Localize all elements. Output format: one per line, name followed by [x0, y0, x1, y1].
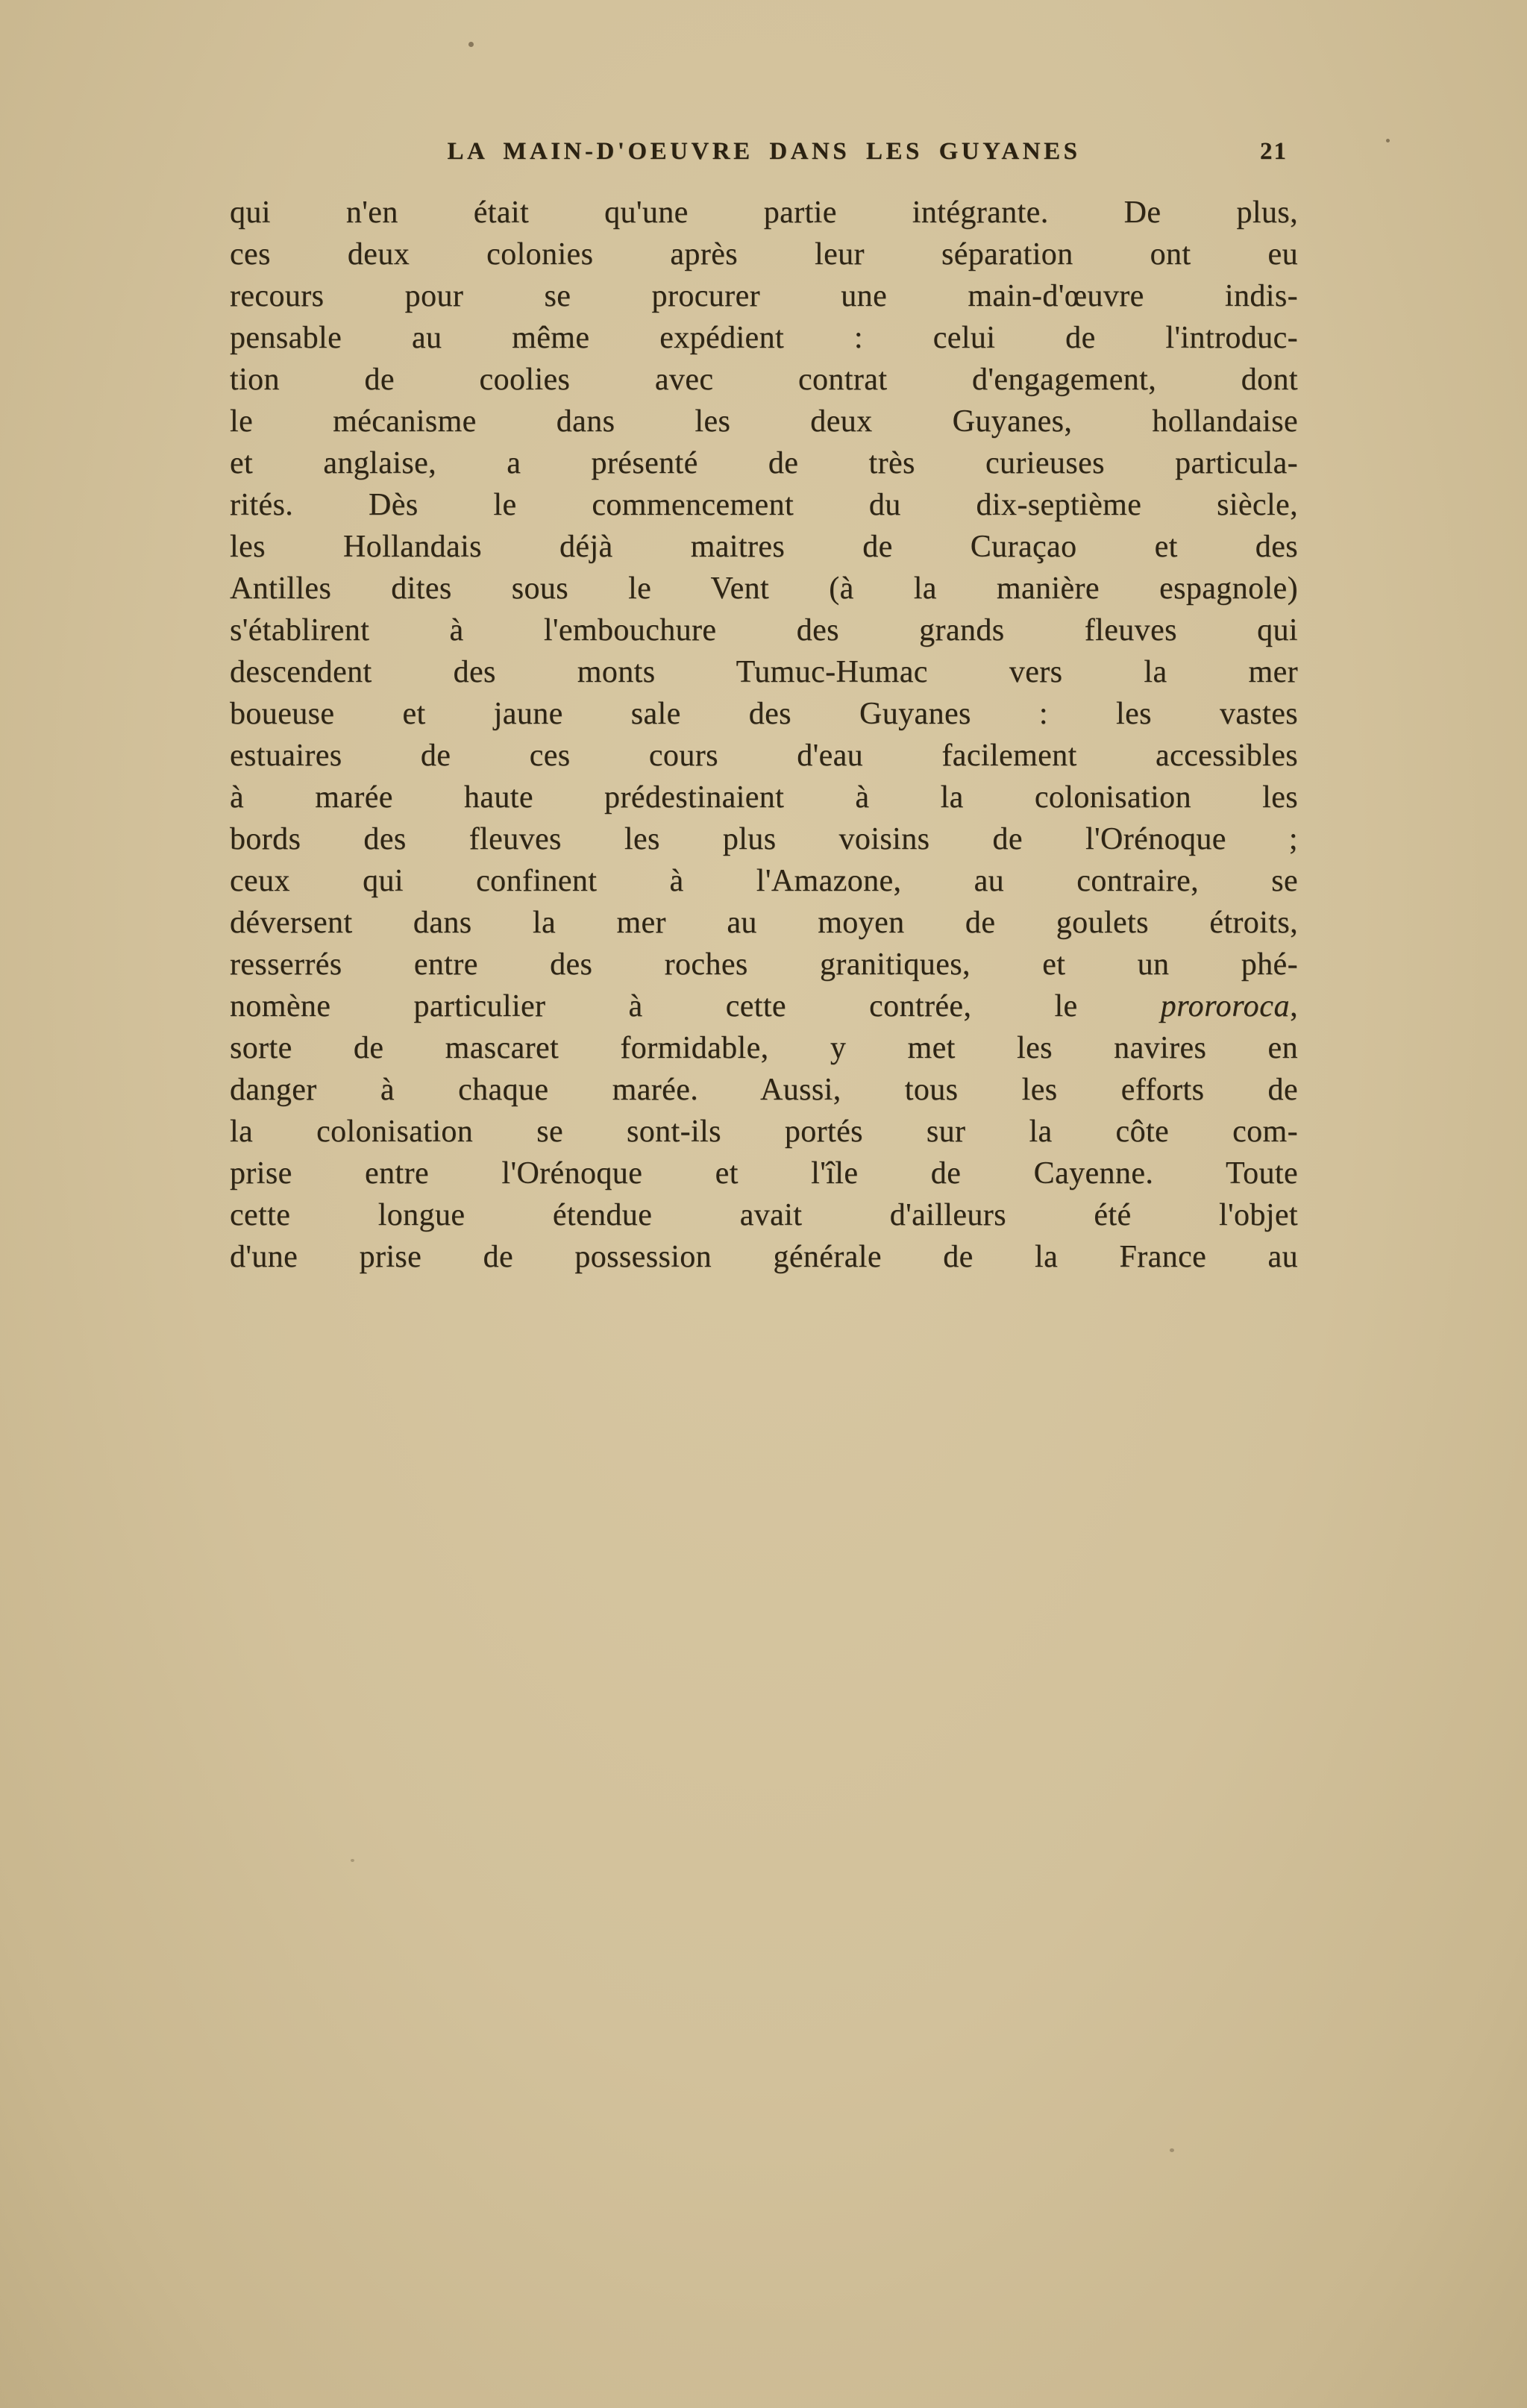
- text-line: déversent dans la mer au moyen de goulets étroits,: [230, 906, 1298, 940]
- text-line: d'une prise de possession générale de la France au: [230, 1240, 1298, 1274]
- text-line: descendent des monts Tumuc-Humac vers la mer: [230, 655, 1298, 689]
- text-line: à marée haute prédestinaient à la colonisation les: [230, 780, 1298, 815]
- text-line: le mécanisme dans les deux Guyanes, hollandaise: [230, 404, 1298, 439]
- scan-speck: [468, 42, 474, 47]
- text-line: nomène particulier à cette contrée, le prororoca,: [230, 989, 1298, 1023]
- text-line: bords des fleuves les plus voisins de l'Orénoque ;: [230, 822, 1298, 856]
- text-line: cette longue étendue avait d'ailleurs été l'objet: [230, 1198, 1298, 1232]
- text-line: prise entre l'Orénoque et l'île de Cayenne. Toute: [230, 1156, 1298, 1191]
- page-number: 21: [1260, 138, 1288, 165]
- text-line: sorte de mascaret formidable, y met les navires en: [230, 1031, 1298, 1065]
- scan-speck: [351, 1859, 354, 1862]
- text-line: danger à chaque marée. Aussi, tous les efforts de: [230, 1073, 1298, 1107]
- text-line: les Hollandais déjà maitres de Curaçao et des: [230, 530, 1298, 564]
- text-line: qui n'en était qu'une partie intégrante. De plus,: [230, 195, 1298, 230]
- text-line: recours pour se procurer une main-d'œuvre indis-: [230, 279, 1298, 313]
- text-block: [230, 138, 1298, 1278]
- text-line: tion de coolies avec contrat d'engagement, dont: [230, 363, 1298, 397]
- text-line: ces deux colonies après leur séparation ont eu: [230, 237, 1298, 272]
- scan-speck: [1386, 139, 1390, 142]
- text-line: pensable au même expédient : celui de l'introduc-: [230, 321, 1298, 355]
- running-header: [230, 138, 1298, 171]
- text-line: resserrés entre des roches granitiques, et un phé-: [230, 947, 1298, 982]
- scan-speck: [1170, 2148, 1174, 2152]
- text-line: ceux qui confinent à l'Amazone, au contraire, se: [230, 864, 1298, 898]
- text-line: rités. Dès le commencement du dix-septième siècle,: [230, 488, 1298, 522]
- header-title: LA MAIN-D'OEUVRE DANS LES GUYANES: [447, 138, 1081, 165]
- text-line: la colonisation se sont-ils portés sur la côte com-: [230, 1114, 1298, 1149]
- text-line: s'établirent à l'embouchure des grands fleuves qui: [230, 613, 1298, 648]
- page-text: [230, 192, 1298, 1278]
- text-line: estuaires de ces cours d'eau facilement accessibles: [230, 739, 1298, 773]
- text-line: boueuse et jaune sale des Guyanes : les vastes: [230, 697, 1298, 731]
- text-line: Antilles dites sous le Vent (à la manière espagnole): [230, 571, 1298, 606]
- text-line: et anglaise, a présenté de très curieuses particula-: [230, 446, 1298, 480]
